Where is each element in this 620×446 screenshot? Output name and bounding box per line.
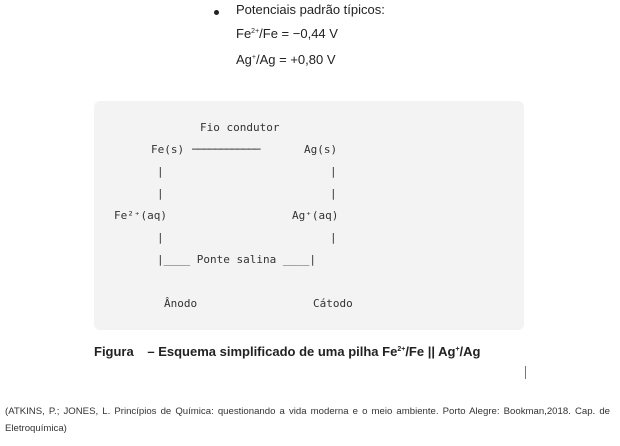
left-vertical-line-3: | (157, 231, 164, 244)
bullet-dot-icon (214, 10, 219, 15)
right-vertical-line-1: | (330, 165, 337, 178)
left-vertical-line-1: | (157, 165, 164, 178)
reference-text: (ATKINS, P.; JONES, L. Princípios de Química: questionando a vida moderna e o meio ambiente. Porto Alegre: Bookman,2018. Cap. de Eletroquímica) (5, 406, 610, 434)
potential-fe (236, 26, 338, 41)
ag-charge-superscript: + (251, 54, 256, 61)
right-solid-label: Ag(s) (304, 143, 338, 156)
fe-potential-value: /Fe = −0,44 V (259, 26, 338, 41)
caption-fe-superscript: 2+ (397, 346, 406, 353)
wire-line: ──────────── (192, 143, 260, 156)
left-ion-label: Fe²⁺(aq) (114, 209, 167, 222)
left-vertical-line-2: | (157, 187, 164, 200)
caption-text-start: – Esquema simplificado de uma pilha Fe (147, 344, 398, 359)
ag-potential-value: /Ag = +0,80 V (256, 52, 336, 67)
fe-charge-superscript: 2+ (251, 28, 260, 35)
figure-caption (94, 344, 481, 359)
cathode-label: Cátodo (313, 297, 353, 310)
salt-bridge: |____ Ponte salina ____| (157, 253, 316, 266)
ag-couple-text: Ag (236, 52, 252, 67)
cell-diagram-box (94, 101, 524, 330)
fe-couple-text: Fe (236, 26, 252, 41)
caption-ag-superscript: + (455, 346, 460, 353)
right-ion-label: Ag⁺(aq) (292, 209, 339, 222)
right-vertical-line-2: | (330, 187, 337, 200)
caption-label: Figura (94, 344, 134, 359)
potential-ag (236, 52, 336, 67)
caption-text-middle: /Fe || Ag (405, 344, 456, 359)
text-cursor (525, 366, 526, 379)
wire-label: Fio condutor (200, 121, 280, 134)
right-vertical-line-3: | (330, 231, 337, 244)
left-solid-label: Fe(s) (151, 143, 185, 156)
caption-text-end: /Ag (459, 344, 481, 359)
anode-label: Ânodo (164, 297, 198, 310)
bullet-text: Potenciais padrão típicos: (236, 2, 385, 17)
